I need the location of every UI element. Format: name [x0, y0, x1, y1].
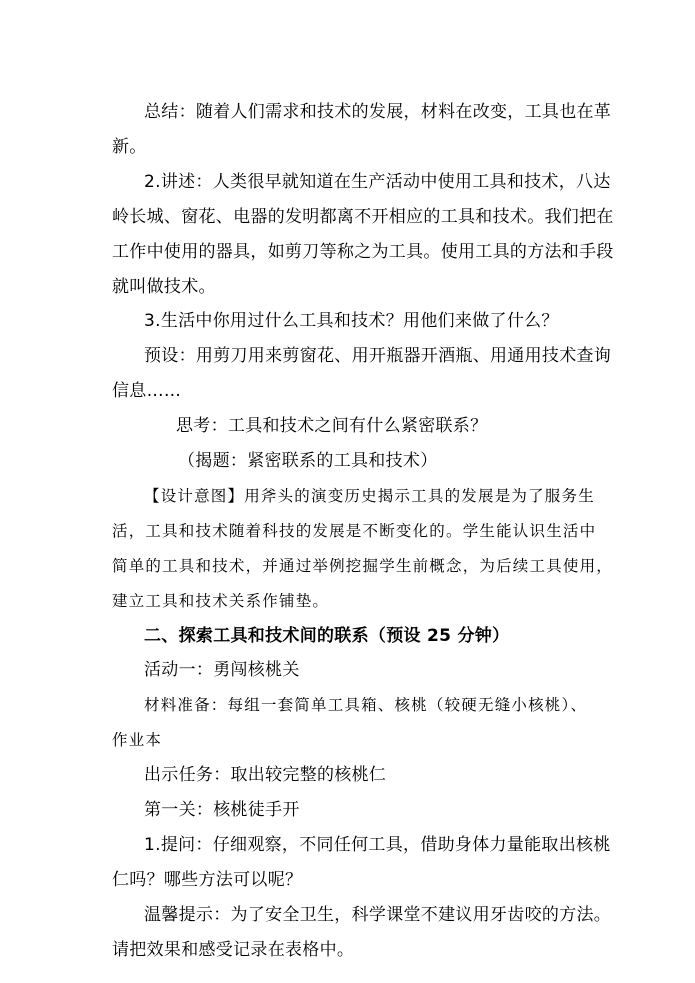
narration-line-2: 岭长城、窗花、电器的发明都离不开相应的工具和技术。我们把在	[112, 207, 614, 227]
activity-title: 活动一：勇闯核桃关	[144, 660, 300, 680]
design-intent-line-2: 活，工具和技术随着科技的发展是不断变化的。学生能认识生活中	[112, 522, 597, 540]
thinking-line: 思考：工具和技术之间有什么紧密联系？	[176, 416, 488, 436]
preset-line-2: 信息……	[112, 381, 182, 401]
narration-line-4: 就叫做技术。	[112, 277, 216, 297]
prompt-line-2: 仁吗？哪些方法可以呢？	[112, 870, 303, 890]
section-heading: 二、探索工具和技术间的联系（预设 25 分钟）	[144, 626, 510, 646]
design-intent-line-4: 建立工具和技术关系作铺垫。	[112, 592, 330, 610]
narration-line-3: 工作中使用的器具，如剪刀等称之为工具。使用工具的方法和手段	[112, 242, 614, 262]
prompt-line-1: 1.提问：仔细观察，不同任何工具，借助身体力量能取出核桃	[144, 835, 611, 855]
preset-line-1: 预设：用剪刀用来剪窗花、用开瓶器开酒瓶、用通用技术查询	[144, 346, 612, 366]
level-one-title: 第一关：核桃徒手开	[144, 800, 300, 820]
narration-line-1: 2.讲述：人类很早就知道在生产活动中使用工具和技术，八达	[144, 172, 611, 192]
tip-line: 温馨提示：为了安全卫生，科学课堂不建议用牙齿咬的方法。	[144, 905, 612, 925]
materials-line-2: 作业本	[112, 731, 163, 749]
summary-line-2: 新。	[112, 137, 147, 157]
design-intent-line-3: 简单的工具和技术，并通过举例挖掘学生前概念，为后续工具使用，	[112, 557, 614, 575]
summary-line-1: 总结：随着人们需求和技术的发展，材料在改变，工具也在革	[144, 102, 612, 122]
design-intent-line-1: 【设计意图】用斧头的演变历史揭示工具的发展是为了服务生	[144, 487, 595, 505]
task-line: 出示任务：取出较完整的核桃仁	[144, 765, 387, 785]
topic-reveal-line: （揭题：紧密联系的工具和技术）	[178, 451, 438, 471]
question-line: 3.生活中你用过什么工具和技术？用他们来做了什么？	[144, 311, 559, 331]
materials-line-1: 材料准备：每组一套简单工具箱、核桃（较硬无缝小核桃）、	[144, 696, 588, 714]
record-instruction-line: 请把效果和感受记录在表格中。	[112, 940, 355, 960]
